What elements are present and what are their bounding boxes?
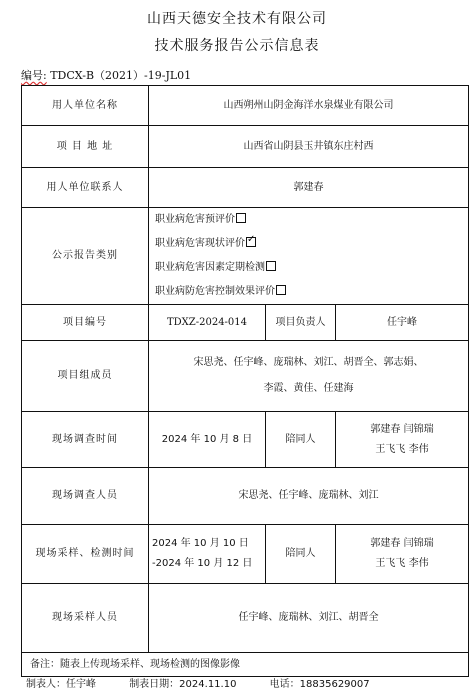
footer-phone: 电话：18835629007 [269, 679, 370, 690]
row-sampling-time [22, 525, 469, 584]
row-project [22, 305, 469, 341]
row-members [22, 341, 469, 412]
sampling-companion-label: 陪同人 [266, 525, 336, 584]
sampling-time-label: 现场采样、检测时间 [22, 525, 149, 584]
project-number-label: 项目编号 [22, 305, 149, 341]
employer-label: 用人单位名称 [22, 86, 149, 126]
category-option: 职业病防危害控制效果评价 [155, 280, 465, 304]
row-survey-time [22, 412, 469, 468]
category-option: 职业病危害因素定期检测 [155, 256, 465, 280]
row-contact [22, 168, 469, 208]
address-label: 项 目 地 址 [22, 126, 149, 168]
row-category [22, 208, 469, 305]
address-value: 山西省山阴县玉井镇东庄村西 [149, 126, 469, 168]
info-table [21, 85, 469, 677]
row-address [22, 126, 469, 168]
footer-date: 制表日期：2024.11.10 [129, 679, 237, 690]
category-option: 职业病危害预评价 [155, 208, 465, 232]
footer-maker: 制表人：任宇峰 [26, 679, 96, 690]
note-text: 备注：随表上传现场采样、现场检测的图像影像 [22, 653, 469, 677]
checkbox-icon[interactable] [276, 285, 286, 295]
category-option: 职业病危害现状评价 ✓ [155, 234, 256, 249]
footer [26, 675, 400, 690]
row-employer [22, 86, 469, 126]
members-label: 项目组成员 [22, 341, 149, 412]
document-code [21, 67, 191, 83]
code-value: TDCX-B（2021）-19-JL01 [50, 69, 192, 82]
checkbox-checked-icon[interactable] [246, 234, 256, 247]
survey-companion-label: 陪同人 [266, 412, 336, 468]
category-options [149, 208, 469, 305]
sampling-companion-value: 郭建春 闫锦瑞 王飞飞 李伟 [336, 525, 469, 584]
code-label: 编号: [21, 69, 47, 82]
survey-companion-value: 郭建春 闫锦瑞 王飞飞 李伟 [336, 412, 469, 468]
checkbox-icon[interactable] [236, 213, 246, 223]
sampling-staff-label: 现场采样人员 [22, 584, 149, 653]
row-sampling-staff [22, 584, 469, 653]
row-survey-staff [22, 468, 469, 525]
checkbox-icon[interactable] [266, 261, 276, 271]
survey-staff-value: 宋思尧、任宇峰、庞瑞林、刘江 [149, 468, 469, 525]
check-mark-icon: ✓ [247, 234, 256, 245]
sampling-staff-value: 任宇峰、庞瑞林、刘江、胡晋全 [149, 584, 469, 653]
sampling-time-value: 2024 年 10 月 10 日 -2024 年 10 月 12 日 [149, 525, 266, 584]
project-number-value: TDXZ-2024-014 [149, 305, 266, 341]
form-title: 技术服务报告公示信息表 [154, 38, 320, 54]
company-name: 山西天德安全技术有限公司 [147, 11, 327, 27]
members-value: 宋思尧、任宇峰、庞瑞林、刘江、胡晋全、郭志娟、 李霞、黄佳、任建海 [149, 341, 469, 412]
contact-label: 用人单位联系人 [22, 168, 149, 208]
survey-time-label: 现场调查时间 [22, 412, 149, 468]
project-leader-label: 项目负责人 [266, 305, 336, 341]
category-label: 公示报告类别 [22, 208, 149, 305]
contact-value: 郭建春 [149, 168, 469, 208]
row-note [22, 653, 469, 677]
employer-value: 山西朔州山阴金海洋水泉煤业有限公司 [149, 86, 469, 126]
project-leader-value: 任宇峰 [336, 305, 469, 341]
survey-time-value: 2024 年 10 月 8 日 [149, 412, 266, 468]
survey-staff-label: 现场调查人员 [22, 468, 149, 525]
